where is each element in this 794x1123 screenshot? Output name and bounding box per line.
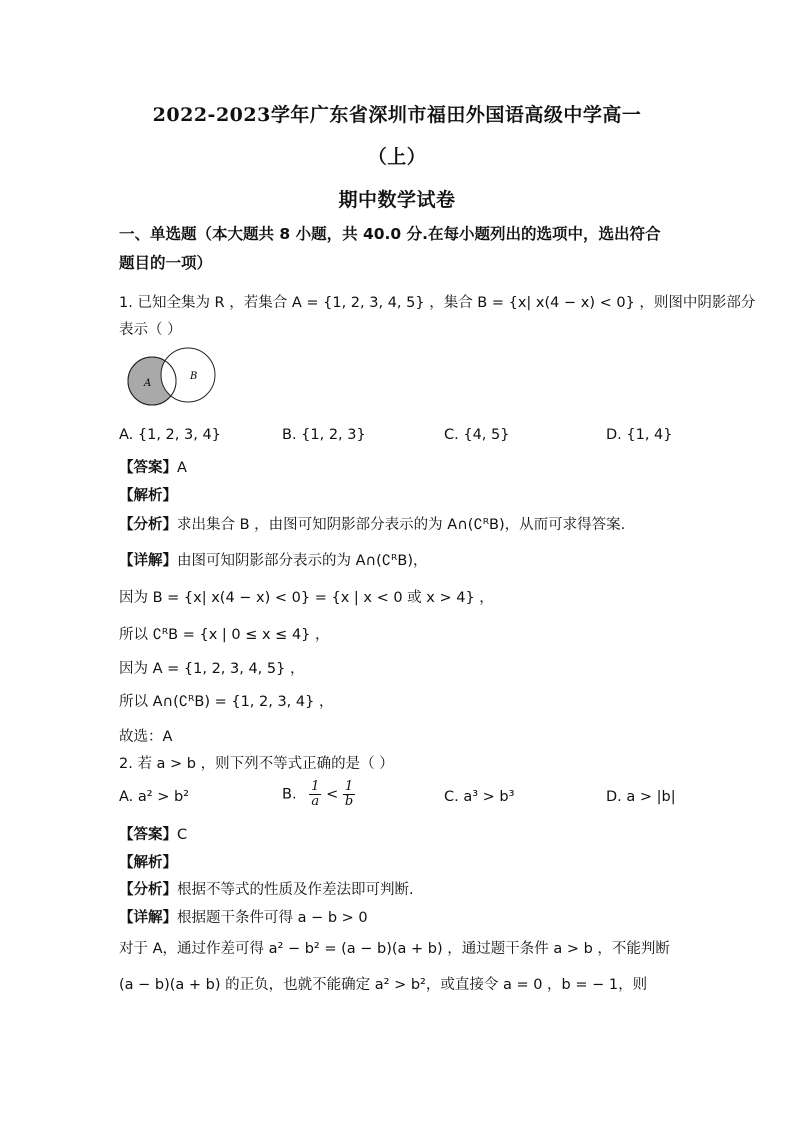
q2-fraction-1-over-b <box>343 780 355 809</box>
q2-answer <box>119 823 187 844</box>
xiangjie-tag: 【详解】 <box>119 553 177 569</box>
q1-stem-line-1: 1. 已知全集为 R ，若集合 A = {1, 2, 3, 4, 5} ，集合 B = {x| x(4 − x) < 0} ，则图中阴影部分 <box>119 295 756 311</box>
q2-xiangjie <box>119 906 368 927</box>
answer-tag: 【答案】 <box>119 460 177 476</box>
q1-analysis-tag: 【解析】 <box>119 488 177 504</box>
venn-label-b: B <box>190 371 198 382</box>
answer-value: A <box>177 460 187 476</box>
q2-line-b: (a − b)(a + b) 的正负，也就不能确定 a² > b²，或直接令 a = 0 ，b = − 1，则 <box>119 977 648 993</box>
q2-analysis-tag: 【解析】 <box>119 855 177 871</box>
venn-diagram <box>118 344 220 406</box>
q1-option-a: A. {1, 2, 3, 4} <box>119 427 221 443</box>
title-line-3: 期中数学试卷 <box>338 189 456 211</box>
q2-fraction-1-over-a <box>309 780 321 809</box>
q1-option-b: B. {1, 2, 3} <box>282 427 366 443</box>
section-heading-line-1: 一、单选题（本大题共 8 小题，共 40.0 分.在每小题列出的选项中，选出符合 <box>119 225 661 243</box>
q1-step-1: 因为 B = {x| x(4 − x) < 0} = {x | x < 0 或 x > 4} ， <box>119 590 494 606</box>
less-than-sign: < <box>326 786 339 803</box>
q1-xiangjie <box>119 549 427 570</box>
q2-option-c: C. a³ > b³ <box>444 789 515 805</box>
q2-option-b-prefix: B. <box>282 786 297 803</box>
section-heading-line-2: 题目的一项） <box>119 254 213 272</box>
q2-line-a: 对于 A，通过作差可得 a² − b² = (a − b)(a + b) ，通过题干条件 a > b ，不能判断 <box>119 941 670 957</box>
q1-stem-line-2: 表示（ ） <box>119 322 182 338</box>
q1-option-d: D. {1, 4} <box>606 427 673 443</box>
fenxi-text: 根据不等式的性质及作差法即可判断. <box>177 882 414 898</box>
q1-step-4: 所以 A∩(∁ᴿB) = {1, 2, 3, 4} ， <box>119 694 334 710</box>
fenxi-tag: 【分析】 <box>119 882 177 898</box>
q2-fenxi <box>119 878 414 899</box>
title-line-1: 2022-2023学年广东省深圳市福田外国语高级中学高一 <box>152 104 642 126</box>
q1-step-3: 因为 A = {1, 2, 3, 4, 5} ， <box>119 661 305 677</box>
xiangjie-text: 根据题干条件可得 a − b > 0 <box>177 910 368 926</box>
q1-step-2: 所以 ∁ᴿB = {x | 0 ≤ x ≤ 4} ， <box>119 627 330 643</box>
q1-answer <box>119 456 187 477</box>
fraction-denominator: b <box>344 794 354 809</box>
q1-option-c: C. {4, 5} <box>444 427 510 443</box>
title-line-2: （上） <box>367 146 427 168</box>
q2-option-a: A. a² > b² <box>119 789 189 805</box>
q2-stem: 2. 若 a > b ，则下列不等式正确的是（ ） <box>119 756 394 772</box>
fraction-numerator: 1 <box>343 780 355 795</box>
xiangjie-tag: 【详解】 <box>119 910 177 926</box>
fraction-denominator: a <box>311 794 320 809</box>
venn-label-a: A <box>144 378 152 389</box>
fraction-numerator: 1 <box>311 779 320 794</box>
fenxi-text: 求出集合 B ，由图可知阴影部分表示的为 A∩(∁ᴿB)，从而可求得答案. <box>177 517 626 533</box>
q2-option-d: D. a > |b| <box>606 789 676 805</box>
q1-fenxi <box>119 513 625 534</box>
xiangjie-text: 由图可知阴影部分表示的为 A∩(∁ᴿB)， <box>177 553 428 569</box>
q2-option-b <box>282 780 355 809</box>
answer-value: C <box>177 827 188 843</box>
fenxi-tag: 【分析】 <box>119 517 177 533</box>
q1-choose: 故选：A <box>119 729 173 745</box>
answer-tag: 【答案】 <box>119 827 177 843</box>
